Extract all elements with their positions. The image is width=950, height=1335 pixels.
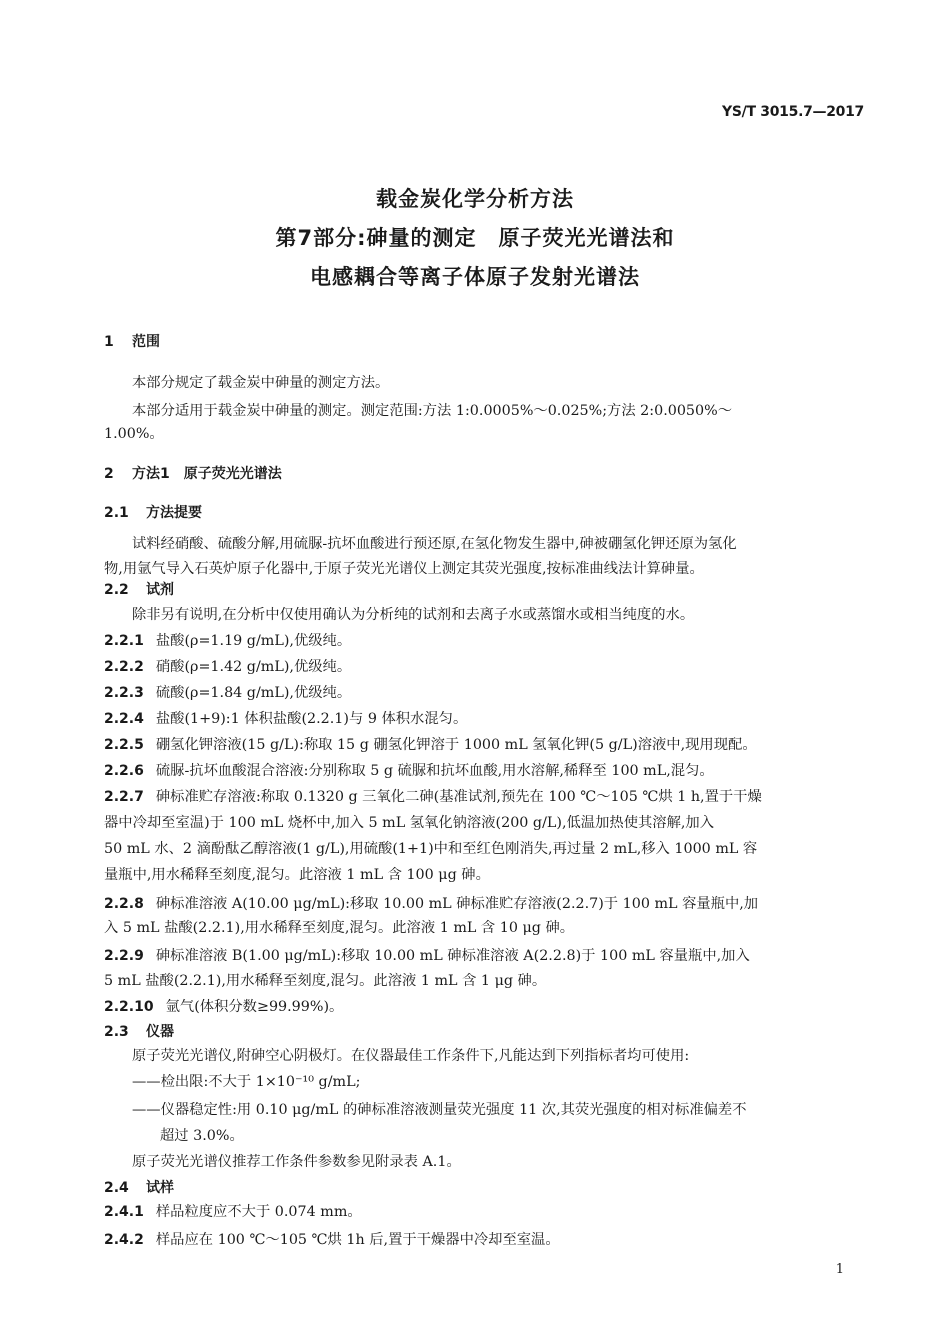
item-2-2-3: 2.2.3 硫酸(ρ=1.84 g/mL),优级纯。 xyxy=(104,685,352,701)
section-2-3-dash-1: ——检出限:不大于 1×10⁻¹⁰ g/mL; xyxy=(132,1074,361,1090)
item-2-2-6: 2.2.6 硫脲-抗坏血酸混合溶液:分别称取 5 g 硫脲和抗坏血酸,用水溶解,稀释至 100 mL,混匀。 xyxy=(104,763,714,779)
title-line-2: 第7部分:砷量的测定 原子荧光光谱法和 xyxy=(275,226,675,250)
item-2-2-5: 2.2.5 硼氢化钾溶液(15 g/L):称取 15 g 硼氢化钾溶于 1000 mL 氢氧化钾(5 g/L)溶液中,现用现配。 xyxy=(104,737,757,753)
section-1-paragraph-2-cont: 1.00%。 xyxy=(104,426,164,442)
item-2-2-8: 2.2.8 砷标准溶液 A(10.00 μg/mL):移取 10.00 mL 砷标准贮存溶液(2.2.7)于 100 mL 容量瓶中,加 xyxy=(104,896,759,912)
item-2-2-7-line-2: 器中冷却至室温)于 100 mL 烧杯中,加入 5 mL 氢氧化钠溶液(200 g/L),低温加热使其溶解,加入 xyxy=(104,815,715,831)
item-2-2-10: 2.2.10 氩气(体积分数≥99.99%)。 xyxy=(104,999,344,1015)
section-2-4-heading: 2.4 试样 xyxy=(104,1180,174,1196)
section-2-2-paragraph: 除非另有说明,在分析中仅使用确认为分析纯的试剂和去离子水或蒸馏水或相当纯度的水。 xyxy=(132,607,695,623)
item-2-2-2: 2.2.2 硝酸(ρ=1.42 g/mL),优级纯。 xyxy=(104,659,352,675)
section-2-3-paragraph-2: 原子荧光光谱仪推荐工作条件参数参见附录表 A.1。 xyxy=(132,1154,461,1170)
section-2-heading: 2 方法1 原子荧光光谱法 xyxy=(104,466,282,482)
section-2-1-line-1: 试料经硝酸、硫酸分解,用硫脲-抗坏血酸进行预还原,在氢化物发生器中,砷被硼氢化钾还原为氢化 xyxy=(132,536,737,552)
item-2-2-7-line-3: 50 mL 水、2 滴酚酞乙醇溶液(1 g/L),用硫酸(1+1)中和至红色刚消失,再过量 2 mL,移入 1000 mL 容 xyxy=(104,841,758,857)
item-2-2-1: 2.2.1 盐酸(ρ=1.19 g/mL),优级纯。 xyxy=(104,633,352,649)
section-2-1-heading: 2.1 方法提要 xyxy=(104,505,202,521)
item-2-2-8-line-2: 入 5 mL 盐酸(2.2.1),用水稀释至刻度,混匀。此溶液 1 mL 含 10 μg 砷。 xyxy=(104,920,575,936)
section-1-paragraph-1: 本部分规定了载金炭中砷量的测定方法。 xyxy=(132,375,390,391)
section-2-1-line-2: 物,用氩气导入石英炉原子化器中,于原子荧光光谱仪上测定其荧光强度,按标准曲线法计算砷量。 xyxy=(104,561,704,577)
title-line-3: 电感耦合等离子体原子发射光谱法 xyxy=(310,265,640,289)
item-2-2-9-line-2: 5 mL 盐酸(2.2.1),用水稀释至刻度,混匀。此溶液 1 mL 含 1 μg 砷。 xyxy=(104,973,547,989)
section-2-3-dash-2: ——仪器稳定性:用 0.10 μg/mL 的砷标准溶液测量荧光强度 11 次,其荧光强度的相对标准偏差不 超过 3.0%。 xyxy=(132,1102,747,1144)
page-number: 1 xyxy=(835,1262,844,1277)
section-2-3-heading: 2.3 仪器 xyxy=(104,1024,174,1040)
item-2-4-2: 2.4.2 样品应在 100 ℃～105 ℃烘 1h 后,置于干燥器中冷却至室温。 xyxy=(104,1232,560,1248)
section-2-2-heading: 2.2 试剂 xyxy=(104,582,174,598)
item-2-4-1: 2.4.1 样品粒度应不大于 0.074 mm。 xyxy=(104,1204,362,1220)
item-2-2-4: 2.2.4 盐酸(1+9):1 体积盐酸(2.2.1)与 9 体积水混匀。 xyxy=(104,711,468,727)
section-2-3-paragraph: 原子荧光光谱仪,附砷空心阴极灯。在仪器最佳工作条件下,凡能达到下列指标者均可使用: xyxy=(132,1048,690,1064)
item-2-2-7: 2.2.7 砷标准贮存溶液:称取 0.1320 g 三氧化二砷(基准试剂,预先在 100 ℃～105 ℃烘 1 h,置于干燥 xyxy=(104,789,762,805)
standard-number: YS/T 3015.7—2017 xyxy=(722,104,864,120)
title-line-1: 载金炭化学分析方法 xyxy=(376,187,574,211)
section-1-paragraph-2: 本部分适用于载金炭中砷量的测定。测定范围:方法 1:0.0005%～0.025%;方法 2:0.0050%～ xyxy=(132,403,732,419)
section-1-heading: 1 范围 xyxy=(104,334,160,350)
item-2-2-7-line-4: 量瓶中,用水稀释至刻度,混匀。此溶液 1 mL 含 100 μg 砷。 xyxy=(104,867,490,883)
item-2-2-9: 2.2.9 砷标准溶液 B(1.00 μg/mL):移取 10.00 mL 砷标准溶液 A(2.2.8)于 100 mL 容量瓶中,加入 xyxy=(104,948,750,964)
